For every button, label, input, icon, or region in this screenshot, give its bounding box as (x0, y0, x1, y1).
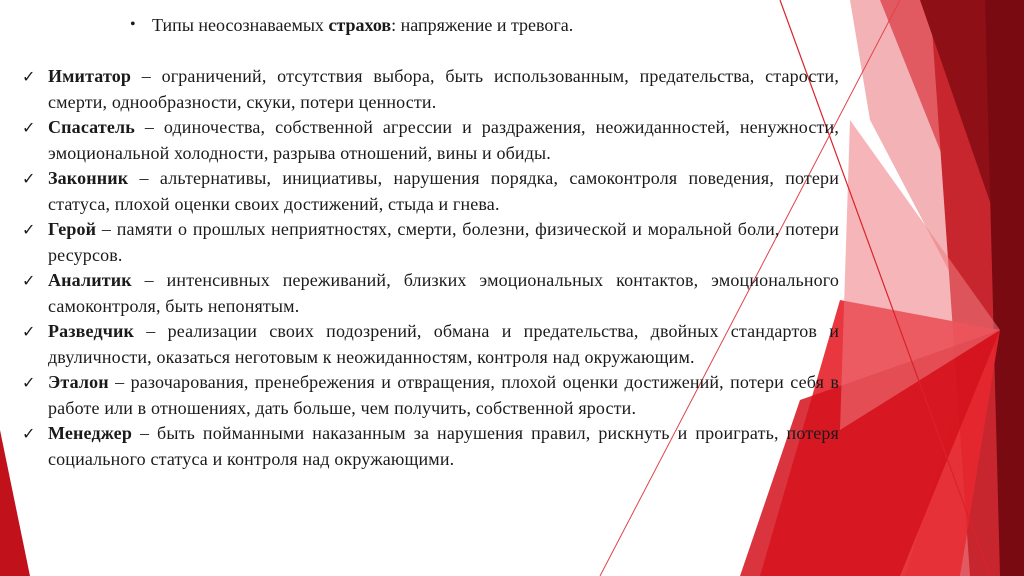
list-item-analyst (22, 268, 839, 319)
item-text: – реализации своих подозрений, обмана и предательства, двойных стандартов и двуличности, оказаться неготовым к неожиданностям, контроля над окружающим. (48, 321, 839, 367)
check-icon: ✓ (22, 322, 36, 341)
bullet-icon: • (130, 16, 136, 33)
check-icon: ✓ (22, 424, 36, 443)
check-icon: ✓ (22, 271, 36, 290)
item-term: Имитатор (48, 66, 132, 86)
check-icon: ✓ (22, 169, 36, 188)
check-icon: ✓ (22, 220, 36, 239)
item-text: – одиночества, собственной агрессии и раздражения, неожиданностей, ненужности, эмоциональной холодности, разрыва отношений, вины и обиды. (48, 117, 839, 163)
item-text: – альтернативы, инициативы, нарушения порядка, самоконтроля поведения, потери статуса, плохой оценки своих достижений, стыда и гнева. (48, 168, 839, 214)
item-text: – памяти о прошлых неприятностях, смерти, болезни, физической и моральной боли, потери ресурсов. (48, 219, 839, 265)
item-term: Аналитик (48, 270, 132, 290)
check-icon: ✓ (22, 118, 36, 137)
item-term: Спасатель (48, 117, 135, 137)
slide-heading (130, 14, 839, 36)
item-text: – быть пойманными наказанным за нарушения правил, рискнуть и проиграть, потеря социального статуса и контроля над окружающими. (48, 423, 839, 469)
item-term: Эталон (48, 372, 109, 392)
heading-bold: страхов (328, 15, 392, 35)
heading-suffix: : напряжение и тревога. (391, 15, 574, 35)
item-term: Менеджер (48, 423, 132, 443)
list-item-imitator (22, 64, 839, 115)
list-item-rescuer (22, 115, 839, 166)
item-term: Герой (48, 219, 97, 239)
item-text: – ограничений, отсутствия выбора, быть использованным, предательства, старости, смерти, однообразности, скуки, потери ценности. (48, 66, 839, 112)
list-item-lawman (22, 166, 839, 217)
check-icon: ✓ (22, 373, 36, 392)
heading-prefix: Типы неосознаваемых (152, 15, 329, 35)
slide-content (22, 14, 839, 472)
item-text: – разочарования, пренебрежения и отвращения, плохой оценки достижений, потери себя в работе или в отношениях, дать больше, чем получить, собственной ярости. (48, 372, 839, 418)
item-term: Разведчик (48, 321, 135, 341)
item-term: Законник (48, 168, 129, 188)
list-item-manager (22, 421, 839, 472)
check-icon: ✓ (22, 67, 36, 86)
list-item-scout (22, 319, 839, 370)
list-item-hero (22, 217, 839, 268)
list-item-standard (22, 370, 839, 421)
item-text: – интенсивных переживаний, близких эмоциональных контактов, эмоционального самоконтроля, быть непонятым. (48, 270, 839, 316)
